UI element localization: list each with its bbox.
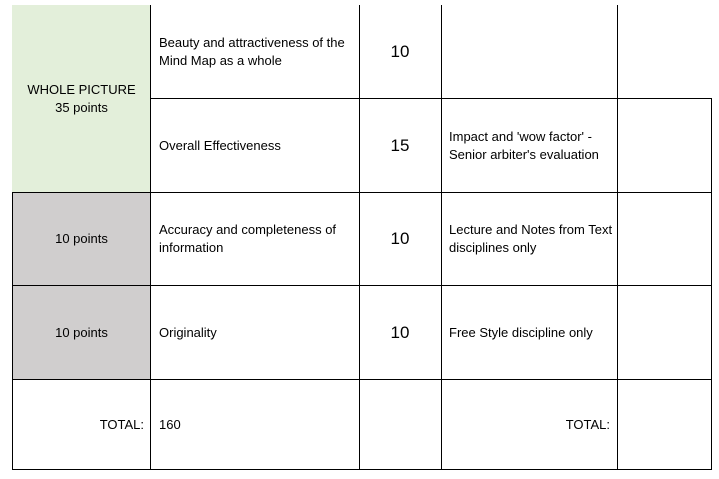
category-label: WHOLE PICTURE [27,81,136,97]
score-accuracy: 10 [390,229,410,248]
category-accuracy [12,192,151,286]
grid-line [441,5,442,470]
category-whole-picture [12,5,151,192]
total-value: 160 [159,416,181,432]
category-points: 10 points [55,231,108,246]
note-beauty [441,5,617,99]
grid-line [12,469,712,470]
criterion-beauty: Beauty and attractiveness of the Mind Map as a whole [159,35,345,68]
total-label-right: TOTAL: [565,416,610,432]
grid-line [150,5,151,470]
criterion-effectiveness: Overall Effectiveness [159,137,281,153]
total-label-left: TOTAL: [99,416,144,432]
note-accuracy: Lecture and Notes from Text disciplines only [449,222,613,255]
grid-line [359,5,360,470]
grid-line [151,98,712,99]
grid-line [12,379,712,380]
score-effectiveness: 15 [390,135,410,155]
criterion-accuracy: Accuracy and completeness of information [159,222,337,255]
grid-line [12,192,712,193]
note-originality: Free Style discipline only [449,325,593,340]
criterion-originality: Originality [159,325,217,340]
category-points: 10 points [55,325,108,340]
category-originality [12,286,151,380]
grid-line [12,285,712,286]
score-originality: 10 [390,323,410,342]
grid-line [617,5,618,470]
note-effectiveness: Impact and 'wow factor' - Senior arbiter's evaluation [449,128,599,162]
score-beauty: 10 [390,42,410,61]
category-points: 35 points [55,99,108,115]
grid-line [12,192,13,470]
empty-cell [617,5,711,469]
